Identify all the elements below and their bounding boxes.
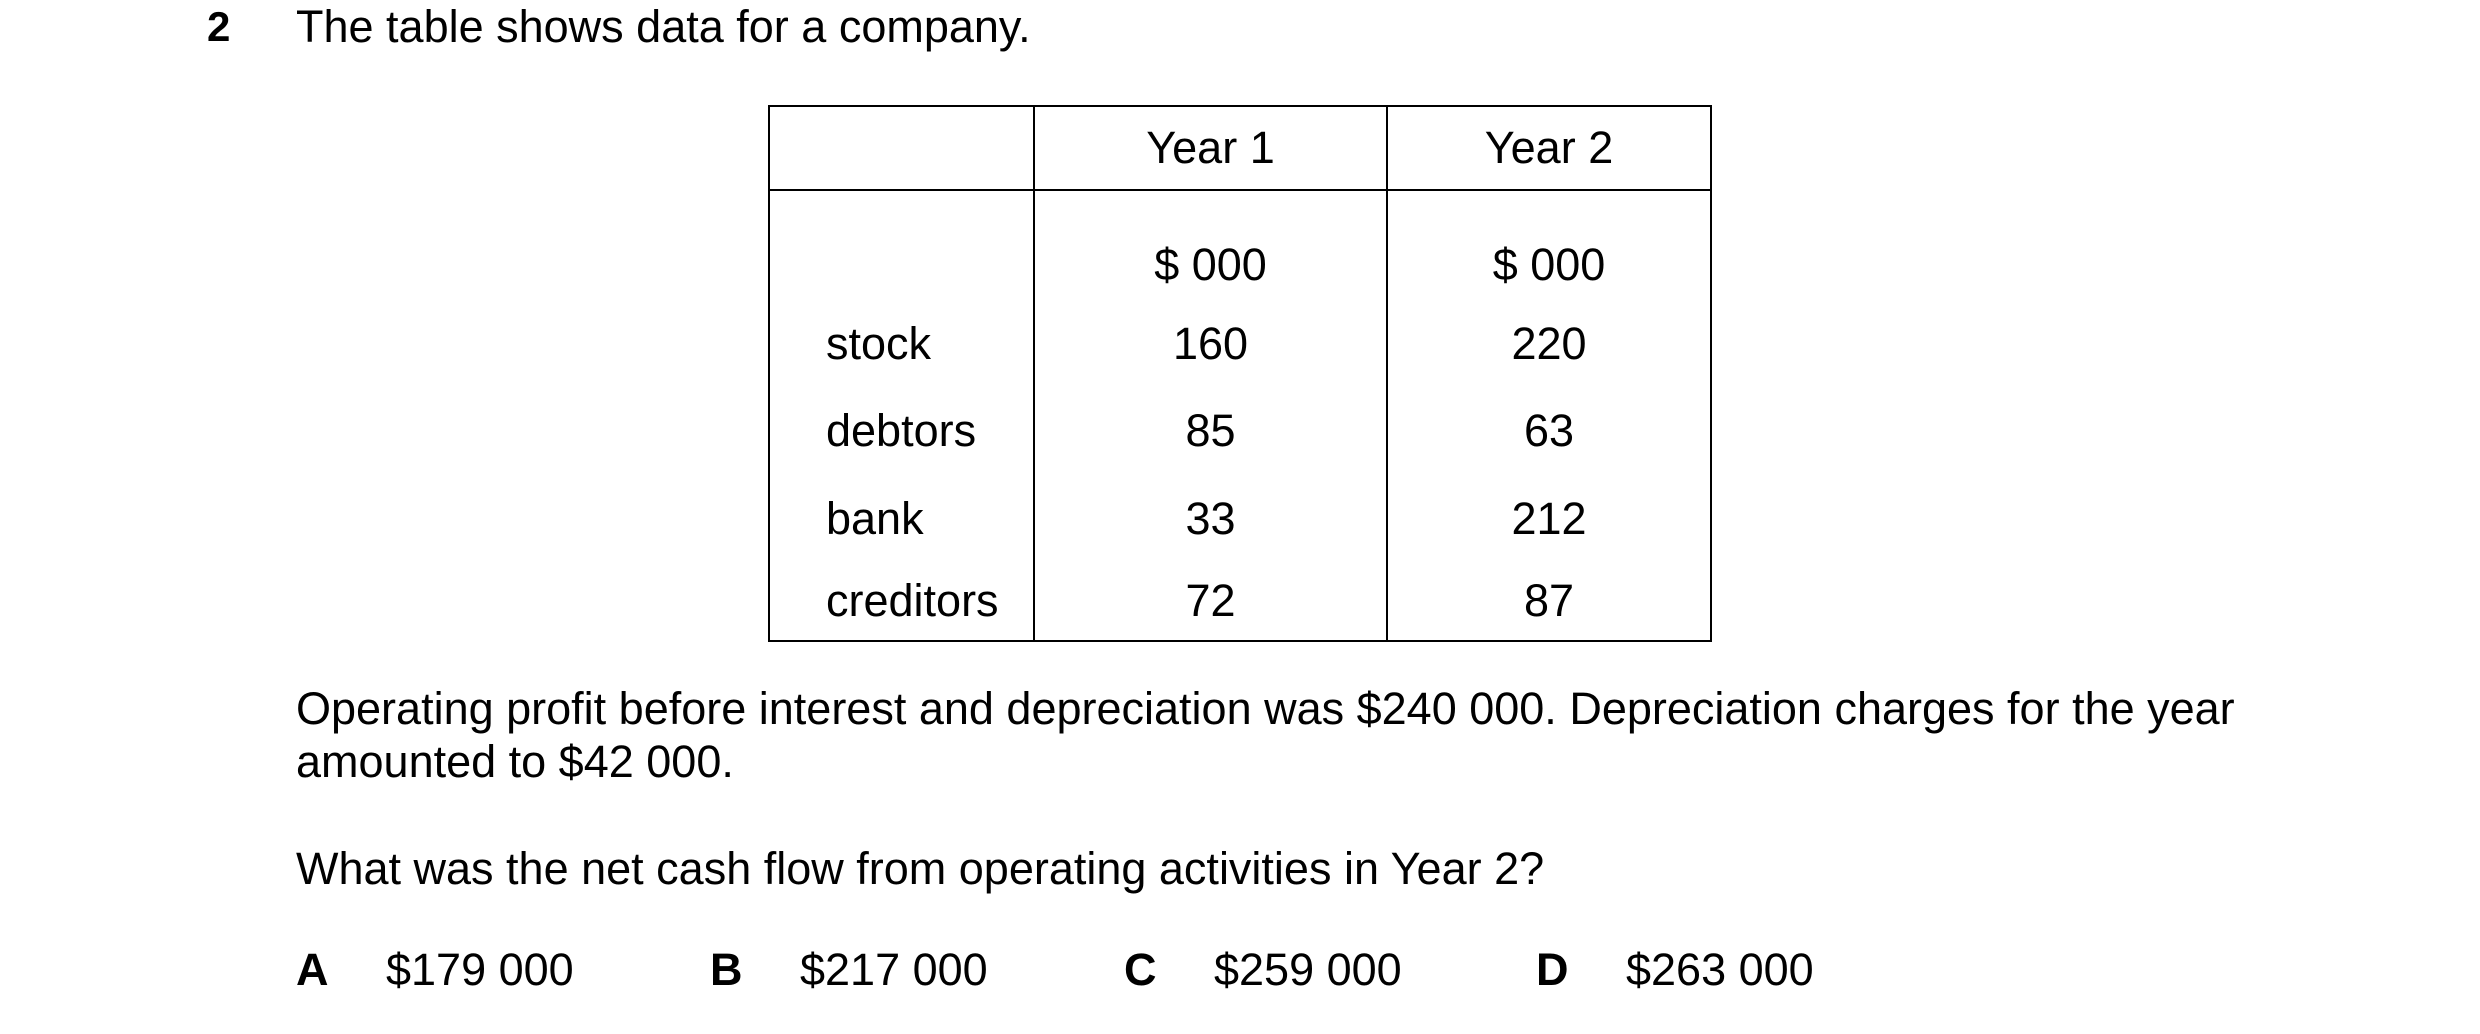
header-year-2: Year 2 (1387, 106, 1711, 190)
table-row (769, 300, 1711, 388)
row-year-2-value: 220 (1387, 300, 1711, 388)
row-year-2-value: 63 (1387, 388, 1711, 476)
paragraph-line-2: amounted to $42 000. (296, 736, 734, 787)
row-year-2-value: 212 (1387, 475, 1711, 563)
question-number: 2 (207, 3, 231, 50)
table-header-row (769, 106, 1711, 190)
row-label: bank (769, 475, 1034, 563)
row-year-1-value: 72 (1034, 563, 1387, 641)
units-year-2: $ 000 (1387, 190, 1711, 300)
units-blank-cell (769, 190, 1034, 300)
paragraph-line-1: Operating profit before interest and depreciation was $240 000. Depreciation charges for the year (296, 683, 2235, 734)
option-text: $263 000 (1626, 944, 1814, 995)
row-label: stock (769, 300, 1034, 388)
row-label: debtors (769, 388, 1034, 476)
option-text: $179 000 (386, 944, 574, 995)
option-text: $259 000 (1214, 944, 1402, 995)
units-row (769, 190, 1711, 300)
units-year-1: $ 000 (1034, 190, 1387, 300)
option-text: $217 000 (800, 944, 988, 995)
question-stem: The table shows data for a company. (296, 1, 1031, 52)
row-year-1-value: 33 (1034, 475, 1387, 563)
row-year-2-value: 87 (1387, 563, 1711, 641)
row-year-1-value: 85 (1034, 388, 1387, 476)
table-row (769, 475, 1711, 563)
table-row (769, 563, 1711, 641)
option-letter: C (1124, 944, 1157, 995)
table-row (769, 388, 1711, 476)
row-label: creditors (769, 563, 1034, 641)
option-letter: B (710, 944, 743, 995)
option-letter: D (1536, 944, 1569, 995)
header-blank-cell (769, 106, 1034, 190)
row-year-1-value: 160 (1034, 300, 1387, 388)
question-prompt: What was the net cash flow from operating activities in Year 2? (296, 843, 1545, 894)
option-letter: A (296, 944, 329, 995)
header-year-1: Year 1 (1034, 106, 1387, 190)
data-table (768, 105, 1712, 642)
